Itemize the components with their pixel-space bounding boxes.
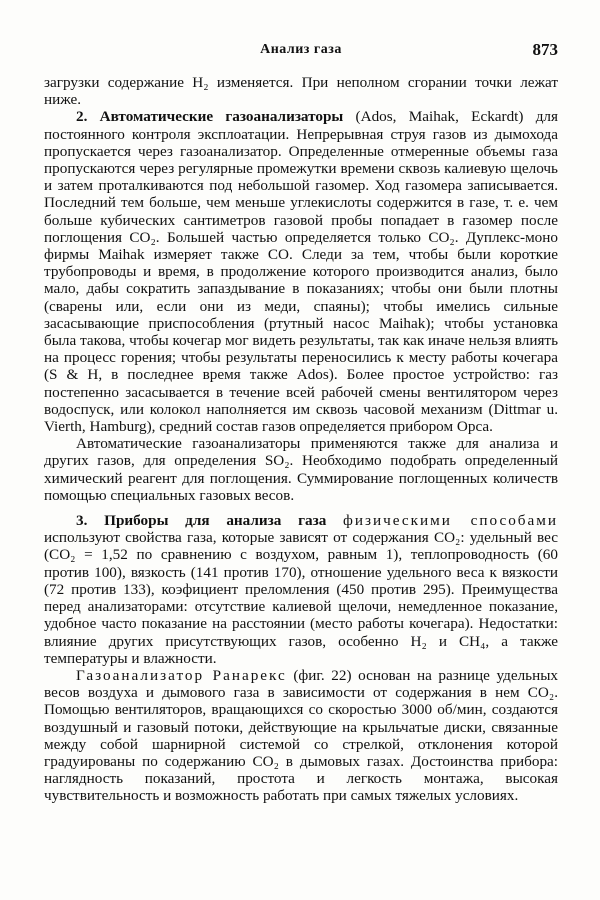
paragraph-physical-methods <box>44 512 558 667</box>
running-title: Анализ газа <box>260 42 342 57</box>
page-body <box>44 74 558 805</box>
paragraph-text: (Ados, Maihak, Eckardt) для постоянного контроля эксплоатации. Непрерывная струя газов из дымохода пропускается через газоанализатор. Определенные отмеренные объемы газа пропускаются через регулярные промежутки времени сквозь калиевую щелочь и затем проталкиваются под небольшой газомер. Ход газомера записывается. Последний тем больше, чем меньше углекислоты содержится в газе, т. е. чем больше кубических сантиметров газовой пробы попадает в газомер после поглощения CO₂. Большей частью определяется только CO₂. Дуплекс-моно фирмы Maihak измеряет также CO. Следи за тем, чтобы были короткие трубопроводы и время, в продолжение которого производится анализ, было мало, дабы сократить запаздывание в показаниях; чтобы они были плотны (сварены или, если они из меди, спаяны); чтобы имелись сильные засасывающие приспособления (ртутный насос Maihak); чтобы установка была такова, чтобы кочегар мог видеть результаты, так как иначе нельзя влиять на процесс горения; чтобы результаты переносились к месту работы кочегара (S & H, в последнее время также Ados). Более простое устройство: газ постепенно засасывается в течение всей рабочей смены вентилятором через водоспуск, или колокол наполняется им сквозь часовой механизм (Dittmar u. Vierth, Hamburg), средний состав газов определяется прибором Орса. <box>44 108 559 436</box>
spaced-emphasis: физическими способами <box>343 512 559 530</box>
paragraph-text: используют свойства газа, которые зависят от содержания CO₂: удельный вес (CO₂ = 1,52 по сравнению с воздухом, равным 1), теплопроводность (60 против 100), вязкость (141 против 170), отношение удельного веса к вязкости (72 против 133), коэфициент преломления (450 против 295). Преимущества перед анализаторами: отсутствие калиевой щелочи, немедленное показание, удобное часто показание на расстоянии (место работы кочегара). Недостатки: влияние других присутствующих газов, особенно H₂ и CH₄, а также температуры и влажности. <box>44 529 558 667</box>
page-header <box>44 42 558 66</box>
page-number: 873 <box>532 40 558 59</box>
spaced-emphasis: Газоанализатор Ранарекс <box>76 666 287 684</box>
paragraph-automatic-analyzers <box>44 108 558 435</box>
paragraph-ranarex <box>44 667 558 805</box>
paragraph-continuation: загрузки содержание H₂ изменяется. При неполном сгорании точки лежат ниже. <box>44 74 558 109</box>
paragraph-other-gases: Автоматические газоанализаторы применяются также для анализа и других газов, для определения SO₂. Необходимо подобрать определенный химический реагент для поглощения. Суммирование поглощенных количеств помощью специальных газовых весов. <box>44 435 558 504</box>
section-heading-3: 3. Приборы для анализа газа <box>76 512 327 530</box>
paragraph-text: (фиг. 22) основан на разнице удельных весов воздуха и дымового газа в зависимости от содержания в нем CO₂. Помощью вентиляторов, вращающихся со скоростью 3000 об/мин, создаются воздушный и газовый потоки, действующие на крыльчатые диски, связанные между собой шарнирной системой со стрелкой, отклонения которой градуированы по содержанию CO₂ в дымовых газах. Достоинства прибора: наглядность показаний, простота и легкость монтажа, высокая чувствительность и возможность работать при самых тяжелых условиях. <box>44 666 559 805</box>
section-heading-2: 2. Автоматические газоанализаторы <box>76 108 344 126</box>
